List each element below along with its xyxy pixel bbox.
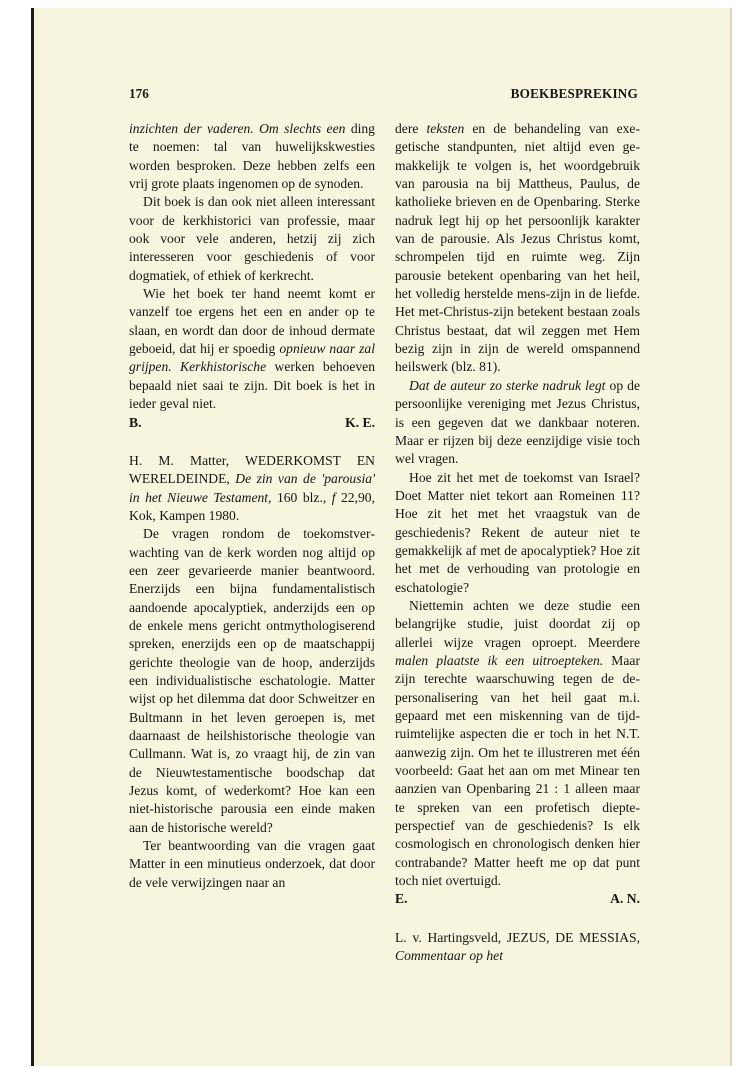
paragraph: Dit boek is dan ook niet alleen interessant voor de kerkhistorici van professie, maar ook voor vele anderen, hetzij zij zich interesseren voor geschiedenis of voor dogmatiek, of ethiek of kerkrecht. — [129, 194, 375, 283]
body-text: Niettemin achten we deze studie een belangrijke studie, juist doordat zij op allerlei wijze vragen oproept. Meerdere — [395, 597, 640, 650]
book-review-heading — [129, 452, 375, 525]
paragraph — [395, 120, 640, 377]
body-text: dere — [395, 121, 427, 136]
italic-text: opnieuw naar zal grijpen. Kerkhistorische — [129, 341, 375, 375]
left-column — [129, 120, 375, 892]
section-title: BOEKBESPREKING — [510, 86, 638, 101]
reviewer-signature — [395, 890, 640, 908]
book-subtitle: Commentaar op het — [395, 948, 503, 964]
italic-text: malen plaatste ik een uitroepteken. — [395, 652, 604, 668]
page-number: 176 — [129, 86, 149, 101]
paragraph — [129, 120, 375, 193]
book-review-heading — [395, 929, 640, 966]
body-text: Wie het boek ter hand neemt komt er vanzelf toe ergens het een en ander op te slaan, en wordt dan door de inhoud dermate geboeid, dat hij er spoedig — [129, 286, 375, 357]
book-publisher: 22,90, Kok, Kampen 1980. — [129, 489, 375, 523]
right-column — [395, 120, 640, 965]
book-title: L. v. Hartingsveld, JEZUS, DE MESSIAS, — [395, 929, 640, 945]
signature-initials: K. E. — [345, 414, 375, 430]
italic-text: Dat de auteur zo sterke nadruk legt — [409, 377, 606, 393]
book-subtitle: De zin van de 'parousia' in het Nieuwe Testament, — [129, 471, 375, 505]
italic-text: teksten — [426, 121, 465, 136]
book-title: H. M. Matter, WEDERKOMST EN WERELDEINDE, — [129, 452, 375, 487]
paragraph: De vragen rondom de toekomstverwachting van de kerk worden nog altijd op een zeer gevarieerde manier beantwoord. Enerzijds een bijna fundamentalistisch aandoende apocalyptiek, anderzijds een op de enkele mens gericht ontmythologiserend spreken, enerzijds een op de maatschappij gerichte theologie van de hoop, anderzijds een individualistische eschatologie. Matter wijst op het dilemma dat door Schweitzer en Bultmann in het leven geroepen is, met daarnaast de heilshistorische theologie van Cullmann. Wat is, zo vraagt hij, de zin van de Nieuwtestamentische boodschap dat Jezus komt, of wederkomt? Hoe kan een niet-historische parousia een einde maken aan de historische wereld? — [129, 526, 375, 835]
paragraph — [395, 377, 640, 469]
body-text: Maar zijn terechte waarschuwing tegen de depersonalisering van het heil gaat m.i. gepaard met een miskenning van de tijdruimtelijke aspecten die er toch in het N.T. aanwezig zijn. Om het te illustreren met één voorbeeld: Gaat het aan om met Minear ten aanzien van Openbaring 21 : 1 alleen maar te spreken van een profetisch diepte-perspectief van de geschiedenis? Is elk cosmologisch en chronologisch denken hier contrabande? Matter heeft me op dat punt toch niet overtuigd. — [395, 652, 640, 889]
italic-text: inzichten der vaderen. Om slechts een — [129, 121, 346, 136]
signature-initial: B. — [129, 414, 142, 430]
signature-initial: E. — [395, 891, 408, 907]
paragraph — [129, 285, 375, 413]
reviewer-signature — [129, 414, 375, 432]
body-text: ding te noemen: tal van huwelijkskwesties worden besproken. Deze hebben zelfs een vrij grote plaats ingenomen op de synoden. — [129, 121, 375, 192]
currency-symbol: f — [331, 489, 336, 505]
book-details: 160 blz., — [271, 489, 332, 505]
body-text: werken behoeven bepaald niet saai te zijn. Dit boek is het in ieder geval niet. — [129, 359, 375, 412]
body-text: op de persoonlijke vereniging met Jezus Christus, is een gegeven dat we dankbaar noteren. Maar er rijzen bij deze eenzijdige visie toch wel vragen. — [395, 377, 640, 467]
paragraph: Ter beantwoording van die vragen gaat Matter in een minutieus onderzoek, dat door de vele verwijzingen naar an — [129, 838, 375, 890]
signature-initials: A. N. — [610, 891, 640, 907]
paragraph — [395, 597, 640, 891]
paragraph: Hoe zit het met de toekomst van Israel? Doet Matter niet tekort aan Romeinen 11? Hoe zit het met het vraagstuk van de geschiedenis? Rekent de auteur niet te gemakkelijk af met de apocalyptiek? Hoe zit het met de verhouding van protologie en eschatologie? — [395, 469, 640, 595]
body-text: en de behandeling van exegetische standpunten, niet altijd even gemakkelijk te volgen is, het woordgebruik van parousia na bij Mattheus, Paulus, de katholieke brieven en de Openbaring. Sterke nadruk legt hij op het persoonlijk karakter van de parousie. Als Jezus Christus komt, schrompelen tijd en ruimte weg. Zijn parousie betekent openbaring van het heil, het volledig herstelde mens-zijn in de liefde. Het met-Christus-zijn betekent bestaan zoals Christus bestaat, dat wil zeggen met Hem bezig zijn in zijn de wereld omspannend heilswerk (blz. 81). — [395, 121, 640, 375]
